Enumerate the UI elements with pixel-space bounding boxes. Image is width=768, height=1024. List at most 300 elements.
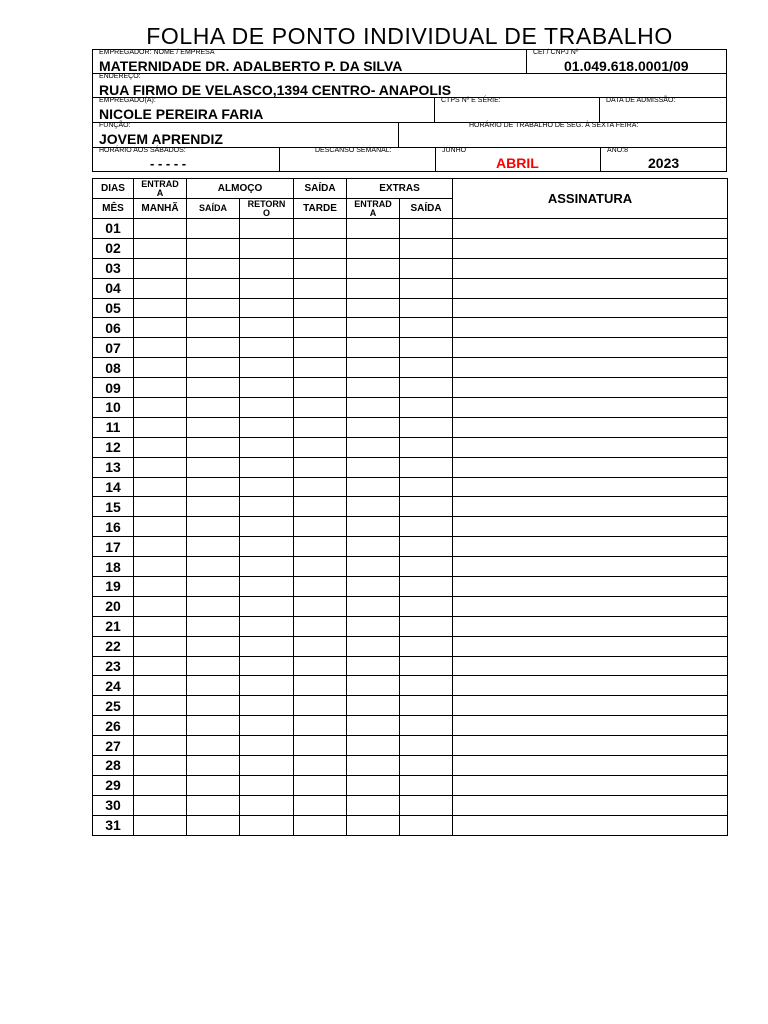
entrada-manha-cell[interactable] [134,676,187,696]
extras-saida-cell[interactable] [400,716,453,736]
assinatura-cell[interactable] [453,318,728,338]
entrada-manha-cell[interactable] [134,398,187,418]
entrada-manha-cell[interactable] [134,696,187,716]
almoco-saida-cell[interactable] [187,756,240,776]
table-row [93,815,728,835]
almoco-retorno-cell[interactable] [240,557,294,577]
day-number: 26 [93,716,134,736]
header-info-block [92,49,727,172]
almoco-retorno-cell[interactable] [240,358,294,378]
entrada-manha-cell[interactable] [134,378,187,398]
day-number: 16 [93,517,134,537]
almoco-saida-cell[interactable] [187,736,240,756]
extras-entrada-cell[interactable] [347,457,400,477]
day-number: 15 [93,497,134,517]
extras-saida-cell[interactable] [400,398,453,418]
extras-entrada-cell[interactable] [347,616,400,636]
extras-saida-cell[interactable] [400,696,453,716]
table-row [93,219,728,239]
month-cell [435,147,601,172]
extras-saida-cell[interactable] [400,636,453,656]
assinatura-cell[interactable] [453,636,728,656]
extras-saida-cell[interactable] [400,815,453,835]
saida-tarde-cell[interactable] [294,656,347,676]
extras-entrada-cell[interactable] [347,437,400,457]
almoco-retorno-cell[interactable] [240,497,294,517]
assinatura-cell[interactable] [453,616,728,636]
table-row [93,338,728,358]
saida-tarde-cell[interactable] [294,696,347,716]
extras-entrada-cell[interactable] [347,656,400,676]
assinatura-cell[interactable] [453,437,728,457]
role-value: JOVEM APRENDIZ [99,131,223,147]
ctps-cell [434,97,600,123]
saida-tarde-cell[interactable] [294,795,347,815]
almoco-saida-cell[interactable] [187,616,240,636]
table-row [93,795,728,815]
header-manha: MANHÃ [134,199,187,219]
table-row [93,358,728,378]
saida-tarde-cell[interactable] [294,736,347,756]
day-number: 31 [93,815,134,835]
table-row [93,616,728,636]
extras-saida-cell[interactable] [400,338,453,358]
extras-entrada-cell[interactable] [347,756,400,776]
extras-entrada-cell[interactable] [347,676,400,696]
address-value: RUA FIRMO DE VELASCO,1394 CENTRO- ANAPOLIS [99,82,452,98]
saida-tarde-cell[interactable] [294,517,347,537]
day-number: 30 [93,795,134,815]
almoco-saida-cell[interactable] [187,537,240,557]
almoco-retorno-cell[interactable] [240,756,294,776]
saida-tarde-cell[interactable] [294,417,347,437]
almoco-saida-cell[interactable] [187,298,240,318]
extras-entrada-cell[interactable] [347,596,400,616]
almoco-saida-cell[interactable] [187,338,240,358]
extras-entrada-cell[interactable] [347,557,400,577]
extras-entrada-cell[interactable] [347,338,400,358]
almoco-retorno-cell[interactable] [240,298,294,318]
employee-label: EMPREGADO(A): [99,97,156,104]
saida-tarde-cell[interactable] [294,616,347,636]
assinatura-cell[interactable] [453,258,728,278]
extras-saida-cell[interactable] [400,557,453,577]
day-number: 17 [93,537,134,557]
day-number: 20 [93,596,134,616]
almoco-saida-cell[interactable] [187,278,240,298]
admission-label: DATA DE ADMISSÃO: [606,97,676,104]
almoco-retorno-cell[interactable] [240,736,294,756]
entrada-manha-cell[interactable] [134,437,187,457]
entrada-manha-cell[interactable] [134,537,187,557]
day-number: 04 [93,278,134,298]
table-row [93,378,728,398]
entrada-manha-cell[interactable] [134,238,187,258]
saida-tarde-cell[interactable] [294,716,347,736]
extras-entrada-cell[interactable] [347,795,400,815]
entrada-manha-cell[interactable] [134,557,187,577]
month-value: ABRIL [496,155,539,171]
almoco-saida-cell[interactable] [187,378,240,398]
month-label: JUNHO [442,147,467,154]
header-assinatura: ASSINATURA [453,179,728,219]
assinatura-cell[interactable] [453,278,728,298]
almoco-retorno-cell[interactable] [240,278,294,298]
saida-tarde-cell[interactable] [294,437,347,457]
entrada-manha-cell[interactable] [134,736,187,756]
almoco-retorno-cell[interactable] [240,616,294,636]
extras-saida-cell[interactable] [400,238,453,258]
saida-tarde-cell[interactable] [294,537,347,557]
almoco-retorno-cell[interactable] [240,318,294,338]
saida-tarde-cell[interactable] [294,318,347,338]
day-number: 03 [93,258,134,278]
entrada-manha-cell[interactable] [134,219,187,239]
header-retorno: RETORN O [240,199,294,219]
employer-label: EMPREGADOR: NOME / EMPRESA [99,49,215,56]
saida-tarde-cell[interactable] [294,477,347,497]
almoco-retorno-cell[interactable] [240,338,294,358]
assinatura-cell[interactable] [453,716,728,736]
extras-entrada-cell[interactable] [347,278,400,298]
extras-entrada-cell[interactable] [347,497,400,517]
extras-entrada-cell[interactable] [347,537,400,557]
day-number: 24 [93,676,134,696]
entrada-manha-cell[interactable] [134,517,187,537]
table-row [93,716,728,736]
assinatura-cell[interactable] [453,298,728,318]
entrada-manha-cell[interactable] [134,298,187,318]
assinatura-cell[interactable] [453,517,728,537]
assinatura-cell[interactable] [453,577,728,597]
address-cell [92,73,727,98]
extras-saida-cell[interactable] [400,219,453,239]
entrada-manha-cell[interactable] [134,318,187,338]
almoco-retorno-cell[interactable] [240,537,294,557]
table-row [93,278,728,298]
entrada-manha-cell[interactable] [134,577,187,597]
table-row [93,477,728,497]
almoco-retorno-cell[interactable] [240,696,294,716]
assinatura-cell[interactable] [453,676,728,696]
day-number: 06 [93,318,134,338]
saida-tarde-cell[interactable] [294,457,347,477]
saida-tarde-cell[interactable] [294,378,347,398]
role-label: FUNÇÃO: [99,122,131,129]
entrada-manha-cell[interactable] [134,417,187,437]
day-number: 01 [93,219,134,239]
extras-saida-cell[interactable] [400,537,453,557]
extras-saida-cell[interactable] [400,656,453,676]
extras-entrada-cell[interactable] [347,318,400,338]
almoco-saida-cell[interactable] [187,656,240,676]
almoco-saida-cell[interactable] [187,477,240,497]
assinatura-cell[interactable] [453,417,728,437]
almoco-retorno-cell[interactable] [240,676,294,696]
saida-tarde-cell[interactable] [294,398,347,418]
weekly-rest-label: DESCANSO SEMANAL: [315,147,392,154]
saturday-hours-cell [92,147,280,172]
almoco-saida-cell[interactable] [187,795,240,815]
almoco-saida-cell[interactable] [187,557,240,577]
assinatura-cell[interactable] [453,656,728,676]
header-extras: EXTRAS [347,179,453,199]
almoco-retorno-cell[interactable] [240,457,294,477]
almoco-saida-cell[interactable] [187,219,240,239]
extras-entrada-cell[interactable] [347,258,400,278]
day-number: 14 [93,477,134,497]
extras-entrada-cell[interactable] [347,577,400,597]
almoco-saida-cell[interactable] [187,318,240,338]
saida-tarde-cell[interactable] [294,278,347,298]
almoco-saida-cell[interactable] [187,437,240,457]
assinatura-cell[interactable] [453,457,728,477]
almoco-retorno-cell[interactable] [240,437,294,457]
saida-tarde-cell[interactable] [294,338,347,358]
day-number: 19 [93,577,134,597]
extras-saida-cell[interactable] [400,497,453,517]
almoco-retorno-cell[interactable] [240,238,294,258]
table-row [93,517,728,537]
entrada-manha-cell[interactable] [134,636,187,656]
almoco-retorno-cell[interactable] [240,577,294,597]
almoco-saida-cell[interactable] [187,417,240,437]
ctps-label: CTPS Nº E SÉRIE: [441,97,501,104]
almoco-retorno-cell[interactable] [240,219,294,239]
almoco-retorno-cell[interactable] [240,596,294,616]
saida-tarde-cell[interactable] [294,358,347,378]
address-label: ENDEREÇO: [99,73,141,80]
almoco-saida-cell[interactable] [187,457,240,477]
assinatura-cell[interactable] [453,238,728,258]
extras-entrada-cell[interactable] [347,775,400,795]
extras-entrada-cell[interactable] [347,398,400,418]
almoco-saida-cell[interactable] [187,676,240,696]
extras-entrada-cell[interactable] [347,358,400,378]
day-number: 29 [93,775,134,795]
table-row [93,318,728,338]
header-saida-top: SAÍDA [294,179,347,199]
table-row [93,537,728,557]
extras-saida-cell[interactable] [400,616,453,636]
almoco-saida-cell[interactable] [187,636,240,656]
saida-tarde-cell[interactable] [294,775,347,795]
extras-entrada-cell[interactable] [347,219,400,239]
day-number: 27 [93,736,134,756]
assinatura-cell[interactable] [453,815,728,835]
entrada-manha-cell[interactable] [134,278,187,298]
assinatura-cell[interactable] [453,338,728,358]
saida-tarde-cell[interactable] [294,596,347,616]
entrada-manha-cell[interactable] [134,815,187,835]
entrada-manha-cell[interactable] [134,477,187,497]
cnpj-value: 01.049.618.0001/09 [564,58,689,74]
extras-entrada-cell[interactable] [347,716,400,736]
day-number: 28 [93,756,134,776]
table-row [93,417,728,437]
almoco-saida-cell[interactable] [187,775,240,795]
extras-entrada-cell[interactable] [347,238,400,258]
extras-saida-cell[interactable] [400,736,453,756]
almoco-saida-cell[interactable] [187,577,240,597]
extras-saida-cell[interactable] [400,417,453,437]
saida-tarde-cell[interactable] [294,219,347,239]
almoco-retorno-cell[interactable] [240,258,294,278]
assinatura-cell[interactable] [453,219,728,239]
almoco-saida-cell[interactable] [187,497,240,517]
assinatura-cell[interactable] [453,358,728,378]
header-entrada: ENTRAD A [134,179,187,199]
table-row [93,656,728,676]
saturday-hours-value: - - - - - [150,156,187,171]
almoco-saida-cell[interactable] [187,696,240,716]
assinatura-cell[interactable] [453,557,728,577]
weekday-hours-cell [398,122,727,148]
saida-tarde-cell[interactable] [294,756,347,776]
extras-saida-cell[interactable] [400,517,453,537]
table-row [93,398,728,418]
entrada-manha-cell[interactable] [134,258,187,278]
entrada-manha-cell[interactable] [134,497,187,517]
page-title: FOLHA DE PONTO INDIVIDUAL DE TRABALHO [146,23,673,49]
saida-tarde-cell[interactable] [294,577,347,597]
entrada-manha-cell[interactable] [134,338,187,358]
almoco-saida-cell[interactable] [187,815,240,835]
extras-saida-cell[interactable] [400,596,453,616]
cnpj-label: CEI / CNPJ Nº [533,49,579,56]
header-almoco-saida: SAÍDA [187,199,240,219]
saida-tarde-cell[interactable] [294,258,347,278]
assinatura-cell[interactable] [453,497,728,517]
table-row [93,238,728,258]
assinatura-cell[interactable] [453,477,728,497]
extras-entrada-cell[interactable] [347,417,400,437]
entrada-manha-cell[interactable] [134,656,187,676]
almoco-retorno-cell[interactable] [240,656,294,676]
year-cell [600,147,727,172]
entrada-manha-cell[interactable] [134,756,187,776]
assinatura-cell[interactable] [453,756,728,776]
extras-saida-cell[interactable] [400,437,453,457]
table-row [93,557,728,577]
extras-saida-cell[interactable] [400,378,453,398]
day-number: 12 [93,437,134,457]
assinatura-cell[interactable] [453,775,728,795]
employer-cell [92,49,527,74]
extras-entrada-cell[interactable] [347,696,400,716]
entrada-manha-cell[interactable] [134,358,187,378]
saida-tarde-cell[interactable] [294,815,347,835]
day-number: 02 [93,238,134,258]
almoco-saida-cell[interactable] [187,517,240,537]
almoco-retorno-cell[interactable] [240,417,294,437]
assinatura-cell[interactable] [453,378,728,398]
table-row [93,676,728,696]
extras-entrada-cell[interactable] [347,517,400,537]
extras-saida-cell[interactable] [400,318,453,338]
almoco-retorno-cell[interactable] [240,795,294,815]
entrada-manha-cell[interactable] [134,775,187,795]
extras-saida-cell[interactable] [400,457,453,477]
saida-tarde-cell[interactable] [294,557,347,577]
day-number: 09 [93,378,134,398]
assinatura-cell[interactable] [453,795,728,815]
table-row [93,577,728,597]
year-value: 2023 [648,155,680,171]
almoco-retorno-cell[interactable] [240,815,294,835]
almoco-retorno-cell[interactable] [240,398,294,418]
almoco-saida-cell[interactable] [187,398,240,418]
assinatura-cell[interactable] [453,398,728,418]
extras-saida-cell[interactable] [400,795,453,815]
almoco-saida-cell[interactable] [187,358,240,378]
table-row [93,775,728,795]
almoco-saida-cell[interactable] [187,238,240,258]
extras-saida-cell[interactable] [400,358,453,378]
day-number: 18 [93,557,134,577]
header-extras-entrada: ENTRAD A [347,199,400,219]
entrada-manha-cell[interactable] [134,596,187,616]
saida-tarde-cell[interactable] [294,676,347,696]
assinatura-cell[interactable] [453,736,728,756]
entrada-manha-cell[interactable] [134,616,187,636]
almoco-retorno-cell[interactable] [240,517,294,537]
extras-saida-cell[interactable] [400,298,453,318]
header-mes: MÊS [93,199,134,219]
employer-value: MATERNIDADE DR. ADALBERTO P. DA SILVA [99,58,403,74]
almoco-saida-cell[interactable] [187,258,240,278]
extras-saida-cell[interactable] [400,756,453,776]
extras-entrada-cell[interactable] [347,815,400,835]
almoco-retorno-cell[interactable] [240,716,294,736]
extras-saida-cell[interactable] [400,278,453,298]
extras-saida-cell[interactable] [400,775,453,795]
almoco-retorno-cell[interactable] [240,775,294,795]
extras-saida-cell[interactable] [400,258,453,278]
saida-tarde-cell[interactable] [294,298,347,318]
almoco-retorno-cell[interactable] [240,636,294,656]
assinatura-cell[interactable] [453,596,728,616]
almoco-saida-cell[interactable] [187,596,240,616]
saida-tarde-cell[interactable] [294,497,347,517]
extras-entrada-cell[interactable] [347,378,400,398]
extras-saida-cell[interactable] [400,477,453,497]
day-number: 05 [93,298,134,318]
almoco-retorno-cell[interactable] [240,378,294,398]
almoco-retorno-cell[interactable] [240,477,294,497]
saturday-hours-label: HORÁRIO AOS SÁBADOS: [99,147,186,154]
weekday-hours-label: HORÁRIO DE TRABALHO DE SEG. À SEXTA FEIRA: [469,122,639,129]
entrada-manha-cell[interactable] [134,457,187,477]
assinatura-cell[interactable] [453,696,728,716]
table-row [93,437,728,457]
extras-saida-cell[interactable] [400,577,453,597]
extras-entrada-cell[interactable] [347,636,400,656]
entrada-manha-cell[interactable] [134,795,187,815]
day-number: 07 [93,338,134,358]
saida-tarde-cell[interactable] [294,636,347,656]
assinatura-cell[interactable] [453,537,728,557]
almoco-saida-cell[interactable] [187,716,240,736]
extras-entrada-cell[interactable] [347,736,400,756]
admission-cell [599,97,727,123]
extras-entrada-cell[interactable] [347,477,400,497]
entrada-manha-cell[interactable] [134,716,187,736]
extras-entrada-cell[interactable] [347,298,400,318]
day-number: 25 [93,696,134,716]
saida-tarde-cell[interactable] [294,238,347,258]
extras-saida-cell[interactable] [400,676,453,696]
